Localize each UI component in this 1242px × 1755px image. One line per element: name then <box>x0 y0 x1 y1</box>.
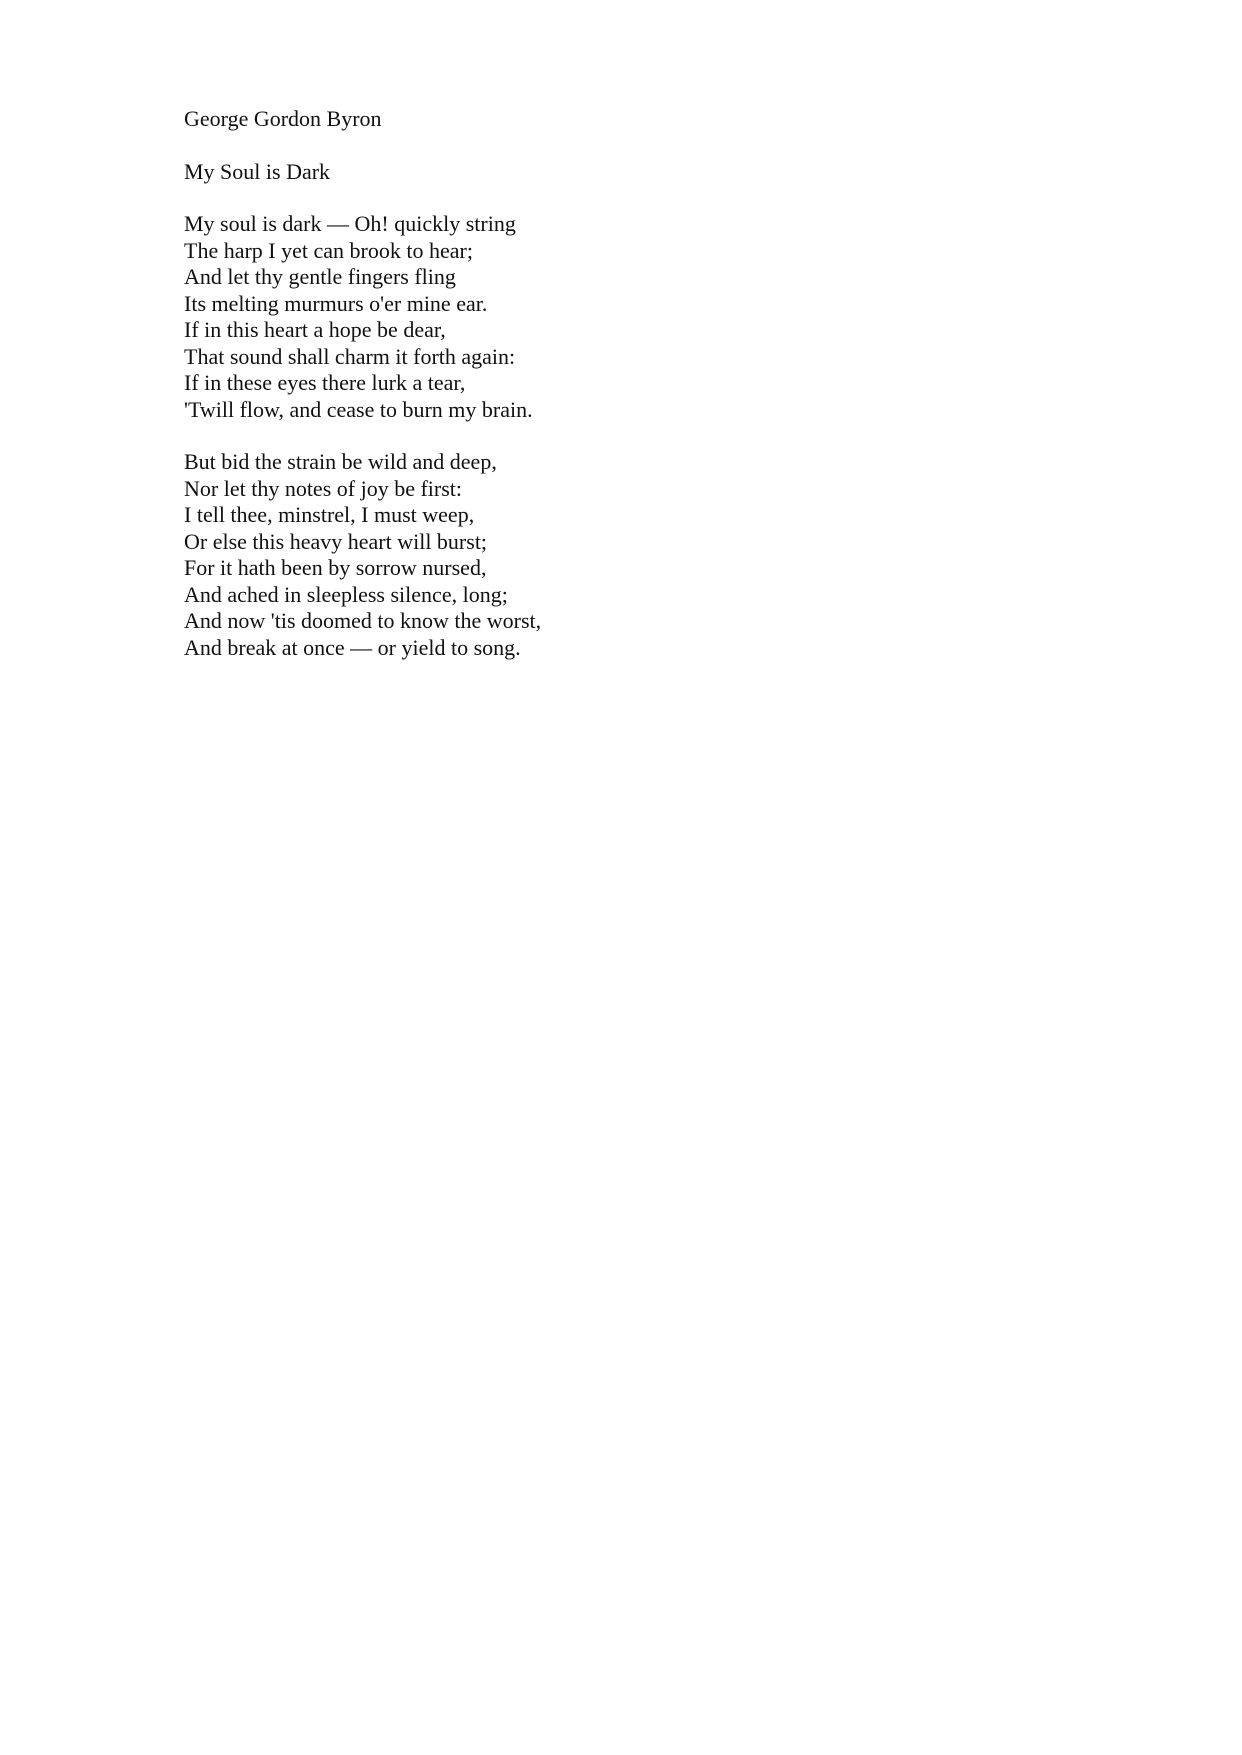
poem-stanza-2 <box>184 449 1084 661</box>
poem-line: Its melting murmurs o'er mine ear. <box>184 290 488 316</box>
poem-line: And break at once — or yield to song. <box>184 634 521 660</box>
poem-line: For it hath been by sorrow nursed, <box>184 555 487 580</box>
poem-line: That sound shall charm it forth again: <box>184 343 516 369</box>
poem-line: And let thy gentle fingers fling <box>184 264 456 289</box>
poem-line: And ached in sleepless silence, long; <box>184 581 508 607</box>
poem-line: 'Twill flow, and cease to burn my brain. <box>184 396 533 422</box>
poem-line: If in this heart a hope be dear, <box>184 317 446 342</box>
poem-author: George Gordon Byron <box>184 106 382 131</box>
poem-line: My soul is dark — Oh! quickly string <box>184 211 516 236</box>
poem-content <box>184 106 1084 687</box>
poem-stanza-1 <box>184 211 1084 423</box>
poem-line: I tell thee, minstrel, I must weep, <box>184 502 475 527</box>
poem-title: My Soul is Dark <box>184 158 331 184</box>
poem-line: But bid the strain be wild and deep, <box>184 449 497 474</box>
poem-line: And now 'tis doomed to know the worst, <box>184 608 542 633</box>
poem-line: If in these eyes there lurk a tear, <box>184 370 466 395</box>
poem-line: Nor let thy notes of joy be first: <box>184 475 463 501</box>
poem-line: Or else this heavy heart will burst; <box>184 528 488 554</box>
poem-line: The harp I yet can brook to hear; <box>184 237 473 263</box>
